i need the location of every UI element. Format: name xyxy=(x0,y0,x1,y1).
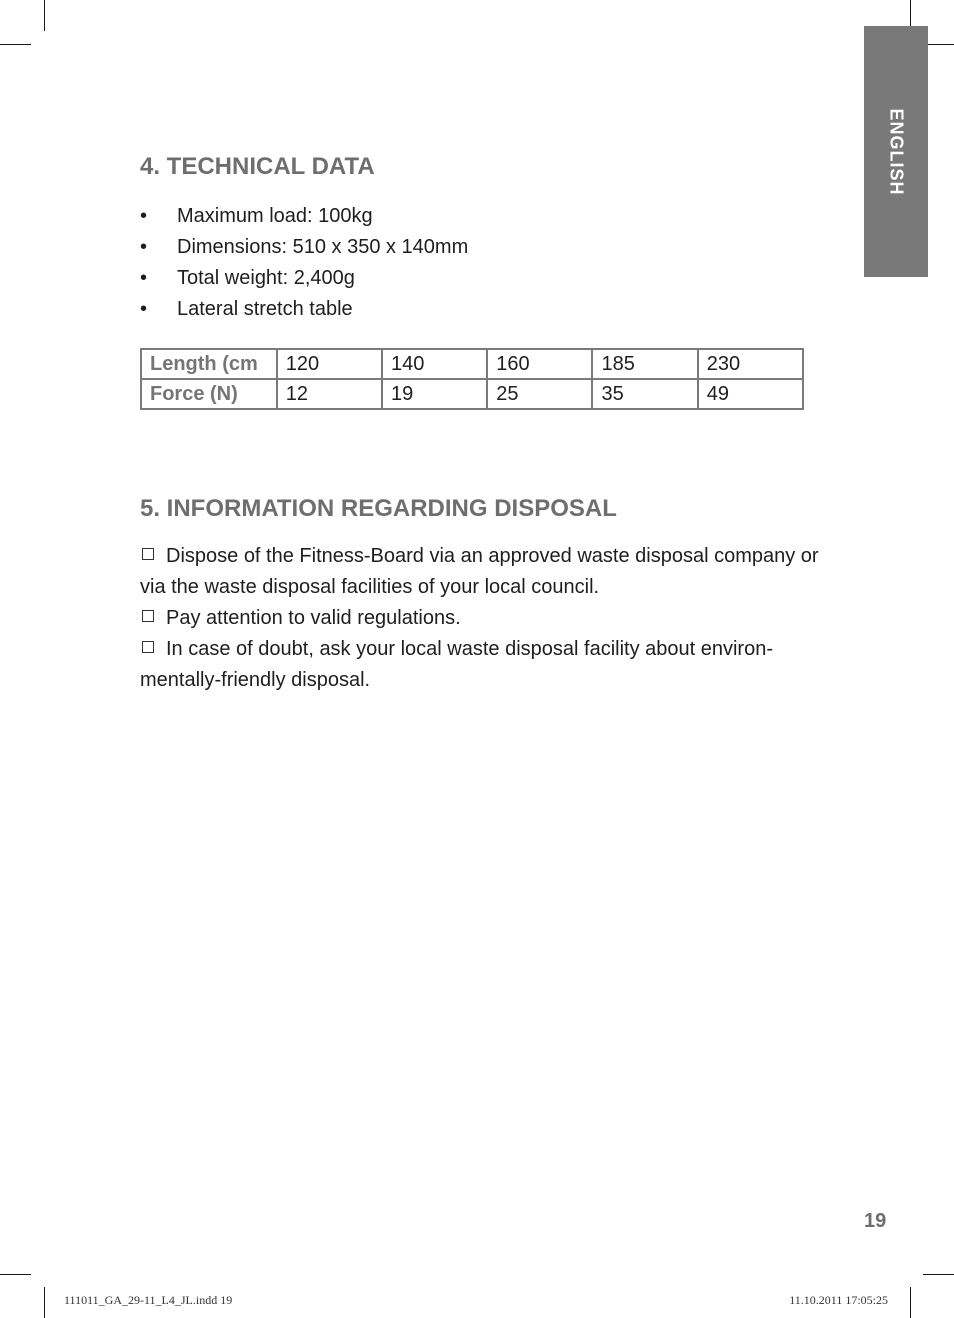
crop-mark xyxy=(923,1274,954,1275)
crop-mark xyxy=(0,1274,31,1275)
bullet-icon: • xyxy=(140,298,148,320)
bullet-icon: • xyxy=(140,205,148,227)
table-cell: 19 xyxy=(382,379,487,409)
list-item: • Dimensions: 510 x 350 x 140mm xyxy=(140,232,468,263)
language-tab xyxy=(864,26,928,277)
bullet-icon: • xyxy=(140,267,148,289)
crop-mark xyxy=(910,1287,911,1318)
disposal-heading: 5. INFORMATION REGARDING DISPOSAL xyxy=(140,495,617,522)
footer-file-info: 111011_GA_29-11_L4_JL.indd 19 xyxy=(64,1293,233,1307)
technical-data-heading: 4. TECHNICAL DATA xyxy=(140,153,375,180)
crop-mark xyxy=(44,1287,45,1318)
crop-mark xyxy=(44,0,45,31)
table-cell: 230 xyxy=(698,349,803,379)
list-item: In case of doubt, ask your local waste disposal facility about environ-mentally-friendly disposal. xyxy=(140,638,773,691)
list-item: • Total weight: 2,400g xyxy=(140,263,468,294)
row-header: Force (N) xyxy=(141,379,277,409)
table-cell: 49 xyxy=(698,379,803,409)
table-cell: 185 xyxy=(592,349,697,379)
row-header: Length (cm xyxy=(141,349,277,379)
checkbox-square-icon xyxy=(142,641,154,653)
checkbox-square-icon xyxy=(142,610,154,622)
list-item: • Maximum load: 100kg xyxy=(140,201,468,232)
table-cell: 35 xyxy=(592,379,697,409)
table-cell: 12 xyxy=(277,379,382,409)
language-tab-label: ENGLISH xyxy=(886,107,907,196)
table-row xyxy=(141,349,803,379)
list-item: • Lateral stretch table xyxy=(140,294,468,325)
disposal-list xyxy=(140,541,830,696)
footer-timestamp: 11.10.2011 17:05:25 xyxy=(789,1293,888,1307)
technical-data-list xyxy=(140,201,468,325)
crop-mark xyxy=(0,44,31,45)
list-item: Pay attention to valid regulations. xyxy=(140,603,830,634)
table-cell: 25 xyxy=(487,379,592,409)
table-cell: 140 xyxy=(382,349,487,379)
checkbox-square-icon xyxy=(142,548,154,560)
table-cell: 160 xyxy=(487,349,592,379)
list-item: Dispose of the Fitness-Board via an approved waste disposal company or via the waste disposal facilities of your local council. xyxy=(140,545,819,598)
table-cell: 120 xyxy=(277,349,382,379)
stretch-table xyxy=(140,348,804,410)
page-number: 19 xyxy=(864,1210,887,1232)
table-row xyxy=(141,379,803,409)
bullet-icon: • xyxy=(140,236,148,258)
